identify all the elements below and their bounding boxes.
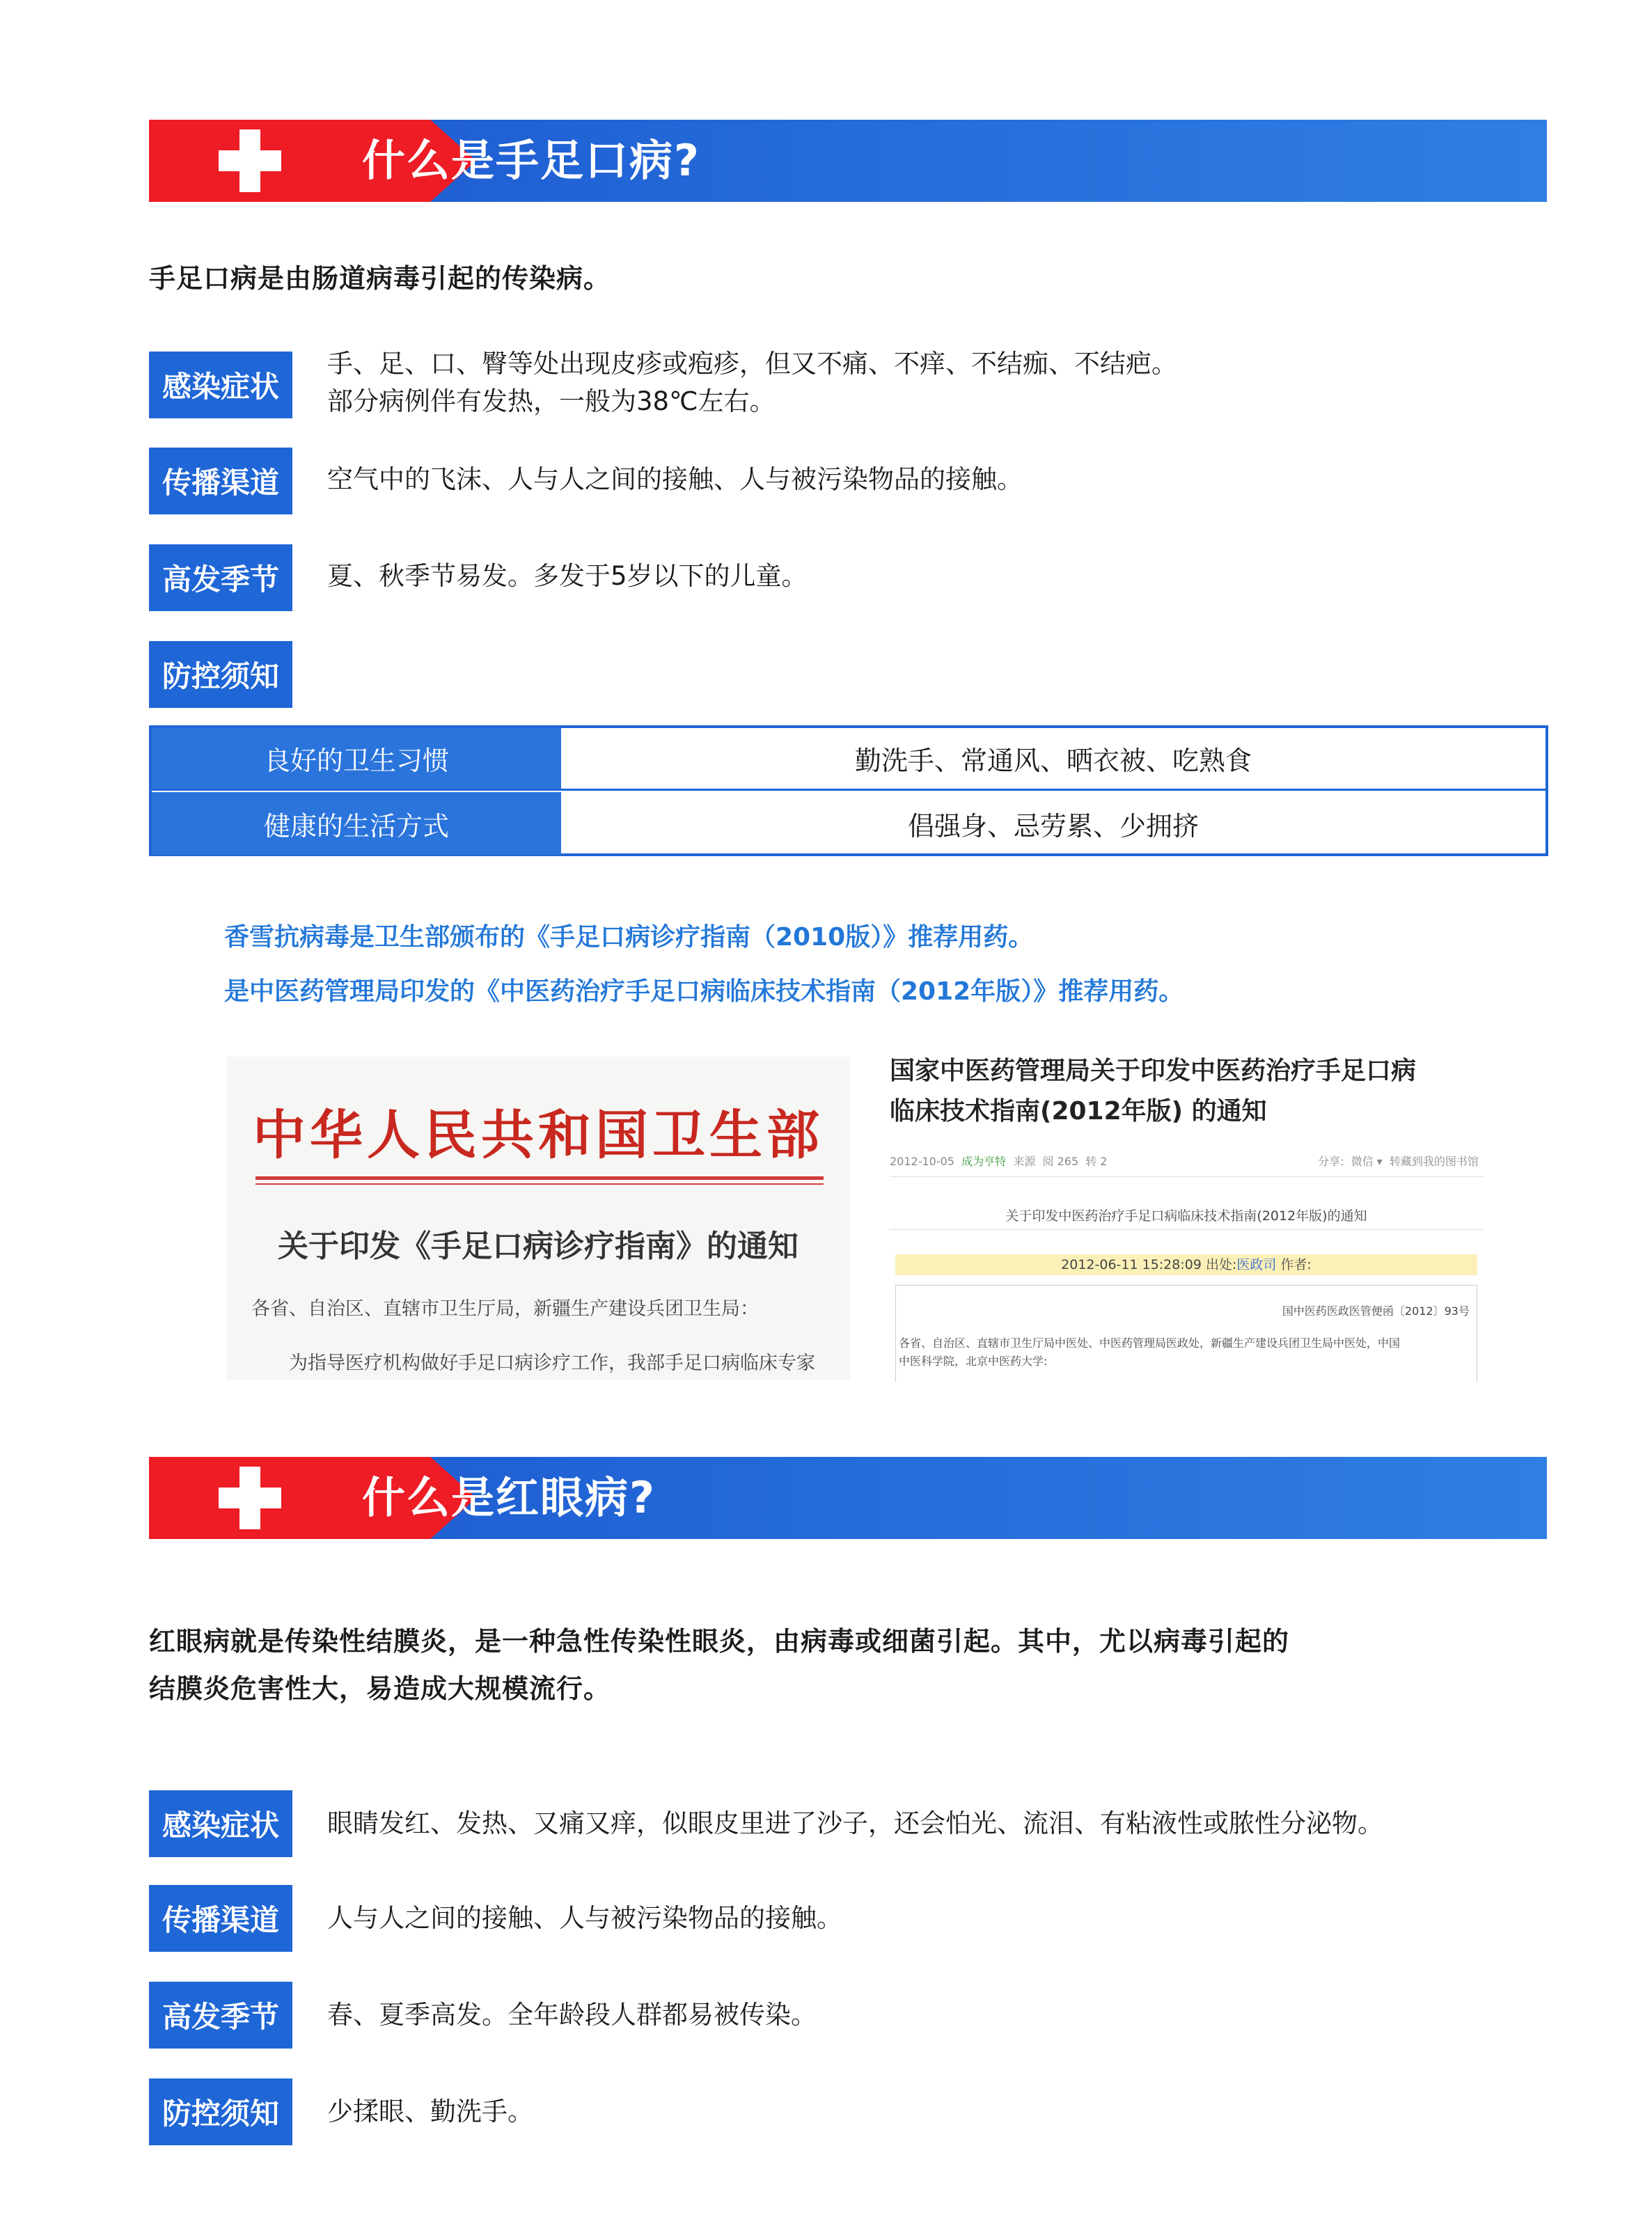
web-article-image bbox=[890, 1051, 1483, 1382]
article-meta bbox=[890, 1153, 1483, 1169]
divider bbox=[890, 1176, 1483, 1177]
article-body-line: 各省、自治区、直辖市卫生厅局中医处、中医药管理局医政处，新疆生产建设兵团卫生局中医处，中国 bbox=[899, 1336, 1401, 1350]
section-banner-pinkeye bbox=[149, 1457, 1547, 1539]
symptoms-text: 眼睛发红、发热、又痛又痒，似眼皮里进了沙子，还会怕光、流泪、有粘液性或脓性分泌物。 bbox=[327, 1808, 1383, 1838]
article-title-line: 临床技术指南(2012年版) 的通知 bbox=[890, 1097, 1267, 1126]
meta-date: 2012-10-05 bbox=[890, 1155, 954, 1168]
medical-cross-icon bbox=[219, 129, 281, 192]
symptoms-line: 部分病例伴有发热，一般为38℃左右。 bbox=[327, 386, 776, 416]
tag-transmission: 传播渠道 bbox=[149, 1885, 292, 1952]
tag-season: 高发季节 bbox=[149, 1982, 292, 2049]
table-row bbox=[152, 728, 1545, 791]
section-banner-hfmd bbox=[149, 120, 1547, 202]
section-lead bbox=[149, 1618, 1548, 1712]
section-lead-line: 结膜炎危害性大，易造成大规模流行。 bbox=[149, 1673, 611, 1704]
save-to-library-button[interactable]: 转藏到我的图书馆 bbox=[1389, 1155, 1479, 1168]
tag-season: 高发季节 bbox=[149, 544, 292, 611]
notice-title: 关于印发《手足口病诊疗指南》的通知 bbox=[278, 1229, 799, 1264]
ministry-heading: 中华人民共和国卫生部 bbox=[253, 1104, 824, 1166]
prevention-table bbox=[149, 725, 1548, 856]
source-link[interactable]: 医政司 bbox=[1236, 1257, 1277, 1272]
table-cell-value: 勤洗手、常通风、晒衣被、吃熟食 bbox=[854, 745, 1252, 776]
notice-addressees: 各省、自治区、直辖市卫生厅局，新疆生产建设兵团卫生局： bbox=[251, 1298, 759, 1320]
tag-symptoms: 感染症状 bbox=[149, 1790, 292, 1857]
transmission-text: 人与人之间的接触、人与被污染物品的接触。 bbox=[327, 1903, 842, 1933]
notice-body: 为指导医疗机构做好手足口病诊疗工作，我部手足口病临床专家 bbox=[289, 1352, 815, 1374]
recommendation-note: 香雪抗病毒是卫生部颁布的《手足口病诊疗指南（2010版）》推荐用药。 bbox=[224, 923, 1034, 952]
meta-comments: 转 2 bbox=[1085, 1155, 1108, 1168]
section-title: 什么是红眼病? bbox=[362, 1472, 656, 1523]
table-cell-label: 健康的生活方式 bbox=[152, 792, 561, 855]
table-cell-value: 倡强身、忌劳累、少拥挤 bbox=[907, 810, 1199, 842]
article-title bbox=[890, 1051, 1416, 1132]
article-subtitle: 关于印发中医药治疗手足口病临床技术指南(2012年版)的通知 bbox=[1005, 1208, 1367, 1224]
meta-author[interactable]: 成为亨特 bbox=[961, 1155, 1007, 1168]
tag-prevention: 防控须知 bbox=[149, 2078, 292, 2145]
divider bbox=[890, 1229, 1483, 1230]
medical-cross-icon bbox=[219, 1467, 281, 1529]
meta-share bbox=[1318, 1153, 1479, 1169]
article-info-bar bbox=[895, 1254, 1477, 1275]
meta-source: 来源 bbox=[1013, 1155, 1036, 1168]
tag-transmission: 传播渠道 bbox=[149, 448, 292, 514]
red-rule bbox=[255, 1176, 824, 1180]
red-rule bbox=[255, 1183, 824, 1185]
info-author: 作者: bbox=[1276, 1257, 1312, 1272]
weixin-share-button[interactable]: 微信 ▾ bbox=[1351, 1155, 1383, 1168]
article-body bbox=[899, 1334, 1400, 1371]
prevention-text: 少揉眼、勤洗手。 bbox=[327, 2097, 533, 2127]
section-lead-line: 红眼病就是传染性结膜炎，是一种急性传染性眼炎，由病毒或细菌引起。其中，尤以病毒引起的 bbox=[149, 1626, 1290, 1657]
tag-prevention: 防控须知 bbox=[149, 641, 292, 708]
symptoms-line: 手、足、口、臀等处出现皮疹或疱疹，但又不痛、不痒、不结痂、不结疤。 bbox=[327, 349, 1177, 379]
season-text: 春、夏季高发。全年龄段人群都易被传染。 bbox=[327, 2000, 817, 2030]
symptoms-text bbox=[327, 345, 1177, 420]
section-lead: 手足口病是由肠道病毒引起的传染病。 bbox=[149, 263, 611, 294]
article-body-box bbox=[895, 1285, 1477, 1382]
transmission-text: 空气中的飞沫、人与人之间的接触、人与被污染物品的接触。 bbox=[327, 464, 1023, 494]
table-cell-label: 良好的卫生习惯 bbox=[152, 728, 561, 789]
ministry-notice-image bbox=[226, 1057, 850, 1380]
article-title-line: 国家中医药管理局关于印发中医药治疗手足口病 bbox=[890, 1057, 1417, 1085]
recommendation-note: 是中医药管理局印发的《中医药治疗手足口病临床技术指南（2012年版）》推荐用药。 bbox=[224, 977, 1184, 1006]
table-row bbox=[152, 792, 1545, 855]
tag-symptoms: 感染症状 bbox=[149, 352, 292, 418]
season-text: 夏、秋季节易发。多发于5岁以下的儿童。 bbox=[327, 561, 808, 591]
document-number: 国中医药医政医管便函〔2012〕93号 bbox=[1282, 1304, 1470, 1318]
info-date: 2012-06-11 15:28:09 出处: bbox=[1061, 1257, 1237, 1272]
section-title: 什么是手足口病? bbox=[362, 135, 700, 186]
share-label: 分享: bbox=[1318, 1155, 1344, 1168]
article-body-line: 中医科学院，北京中医药大学: bbox=[899, 1355, 1048, 1368]
meta-reads: 阅 265 bbox=[1042, 1155, 1079, 1168]
